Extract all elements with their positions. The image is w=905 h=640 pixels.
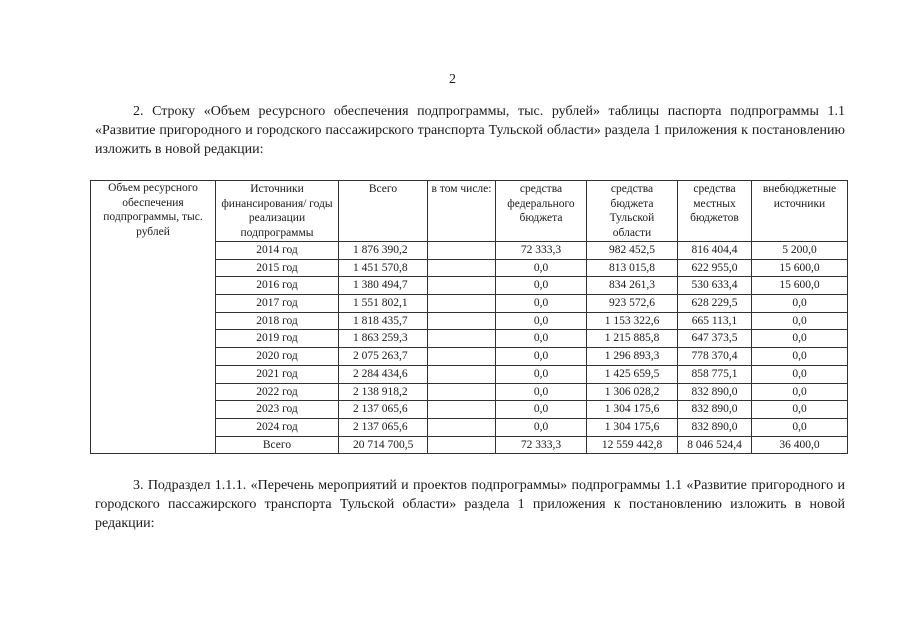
year-cell: 2018 год: [216, 312, 339, 330]
local-cell: 628 229,5: [678, 295, 752, 313]
offbudget-cell: 0,0: [752, 383, 848, 401]
regional-cell: 1 296 893,3: [587, 348, 678, 366]
header-regional: средства бюджета Тульской области: [587, 181, 678, 242]
local-cell: 665 113,1: [678, 312, 752, 330]
local-cell: 8 046 524,4: [678, 436, 752, 454]
paragraph-item-2: 2. Строку «Объем ресурсного обеспечения подпрограммы, тыс. рублей» таблицы паспорта подпрограммы 1.1 «Развитие пригородного и городского пассажирского транспорта Тульской области» раздела 1 приложения к постановлению изложить в новой редакции:: [95, 104, 845, 157]
including-cell: [428, 436, 496, 454]
total-cell: 2 137 065,6: [339, 418, 428, 436]
regional-cell: 1 306 028,2: [587, 383, 678, 401]
year-cell: 2022 год: [216, 383, 339, 401]
total-cell: 1 876 390,2: [339, 242, 428, 260]
including-cell: [428, 418, 496, 436]
local-cell: 832 890,0: [678, 401, 752, 419]
local-cell: 622 955,0: [678, 259, 752, 277]
regional-cell: 982 452,5: [587, 242, 678, 260]
local-cell: 530 633,4: [678, 277, 752, 295]
regional-cell: 1 304 175,6: [587, 418, 678, 436]
local-cell: 647 373,5: [678, 330, 752, 348]
regional-cell: 834 261,3: [587, 277, 678, 295]
offbudget-cell: 0,0: [752, 418, 848, 436]
year-cell: 2017 год: [216, 295, 339, 313]
regional-cell: 813 015,8: [587, 259, 678, 277]
including-cell: [428, 365, 496, 383]
year-cell: 2023 год: [216, 401, 339, 419]
federal-cell: 0,0: [496, 330, 587, 348]
federal-cell: 72 333,3: [496, 436, 587, 454]
header-including: в том числе:: [428, 181, 496, 242]
table-header-row: [91, 181, 848, 242]
table-row: [91, 242, 848, 260]
federal-cell: 0,0: [496, 295, 587, 313]
total-cell: 1 818 435,7: [339, 312, 428, 330]
including-cell: [428, 277, 496, 295]
total-cell: 1 451 570,8: [339, 259, 428, 277]
row-label-cell: Объем ресурсного обеспечения подпрограммы, тыс. рублей: [91, 181, 216, 242]
local-cell: 778 370,4: [678, 348, 752, 366]
local-cell: 832 890,0: [678, 383, 752, 401]
total-cell: 1 863 259,3: [339, 330, 428, 348]
offbudget-cell: 0,0: [752, 365, 848, 383]
including-cell: [428, 330, 496, 348]
table-body: [91, 242, 848, 454]
total-cell: 2 137 065,6: [339, 401, 428, 419]
offbudget-cell: 0,0: [752, 401, 848, 419]
offbudget-cell: 15 600,0: [752, 277, 848, 295]
total-cell: 20 714 700,5: [339, 436, 428, 454]
regional-cell: 1 304 175,6: [587, 401, 678, 419]
offbudget-cell: 0,0: [752, 312, 848, 330]
page-number: 2: [449, 72, 456, 87]
total-cell: 2 284 434,6: [339, 365, 428, 383]
header-sources: Источники финансирования/ годы реализации подпрограммы: [216, 181, 339, 242]
federal-cell: 0,0: [496, 401, 587, 419]
year-cell: Всего: [216, 436, 339, 454]
total-cell: 1 380 494,7: [339, 277, 428, 295]
offbudget-cell: 0,0: [752, 330, 848, 348]
including-cell: [428, 259, 496, 277]
year-cell: 2014 год: [216, 242, 339, 260]
regional-cell: 1 425 659,5: [587, 365, 678, 383]
header-local: средства местных бюджетов: [678, 181, 752, 242]
including-cell: [428, 348, 496, 366]
local-cell: 858 775,1: [678, 365, 752, 383]
offbudget-cell: 0,0: [752, 295, 848, 313]
including-cell: [428, 242, 496, 260]
offbudget-cell: 15 600,0: [752, 259, 848, 277]
row-label-continuation: [91, 242, 216, 454]
offbudget-cell: 36 400,0: [752, 436, 848, 454]
header-offbudget: внебюджетные источники: [752, 181, 848, 242]
year-cell: 2021 год: [216, 365, 339, 383]
header-total: Всего: [339, 181, 428, 242]
regional-cell: 1 215 885,8: [587, 330, 678, 348]
regional-cell: 12 559 442,8: [587, 436, 678, 454]
federal-cell: 0,0: [496, 259, 587, 277]
including-cell: [428, 383, 496, 401]
total-cell: 1 551 802,1: [339, 295, 428, 313]
year-cell: 2024 год: [216, 418, 339, 436]
header-federal: средства федерального бюджета: [496, 181, 587, 242]
offbudget-cell: 0,0: [752, 348, 848, 366]
total-cell: 2 075 263,7: [339, 348, 428, 366]
including-cell: [428, 312, 496, 330]
paragraph-item-3: 3. Подраздел 1.1.1. «Перечень мероприятий и проектов подпрограммы» подпрограммы 1.1 «Развитие пригородного и городского пассажирского транспорта Тульской области» раздела 1 приложения к постановлению изложить в новой редакции:: [95, 478, 845, 531]
federal-cell: 0,0: [496, 383, 587, 401]
year-cell: 2020 год: [216, 348, 339, 366]
federal-cell: 0,0: [496, 348, 587, 366]
year-cell: 2015 год: [216, 259, 339, 277]
including-cell: [428, 401, 496, 419]
federal-cell: 0,0: [496, 418, 587, 436]
resource-table: [90, 180, 848, 454]
local-cell: 832 890,0: [678, 418, 752, 436]
federal-cell: 0,0: [496, 365, 587, 383]
federal-cell: 72 333,3: [496, 242, 587, 260]
total-cell: 2 138 918,2: [339, 383, 428, 401]
regional-cell: 1 153 322,6: [587, 312, 678, 330]
regional-cell: 923 572,6: [587, 295, 678, 313]
federal-cell: 0,0: [496, 277, 587, 295]
including-cell: [428, 295, 496, 313]
local-cell: 816 404,4: [678, 242, 752, 260]
federal-cell: 0,0: [496, 312, 587, 330]
year-cell: 2019 год: [216, 330, 339, 348]
offbudget-cell: 5 200,0: [752, 242, 848, 260]
year-cell: 2016 год: [216, 277, 339, 295]
